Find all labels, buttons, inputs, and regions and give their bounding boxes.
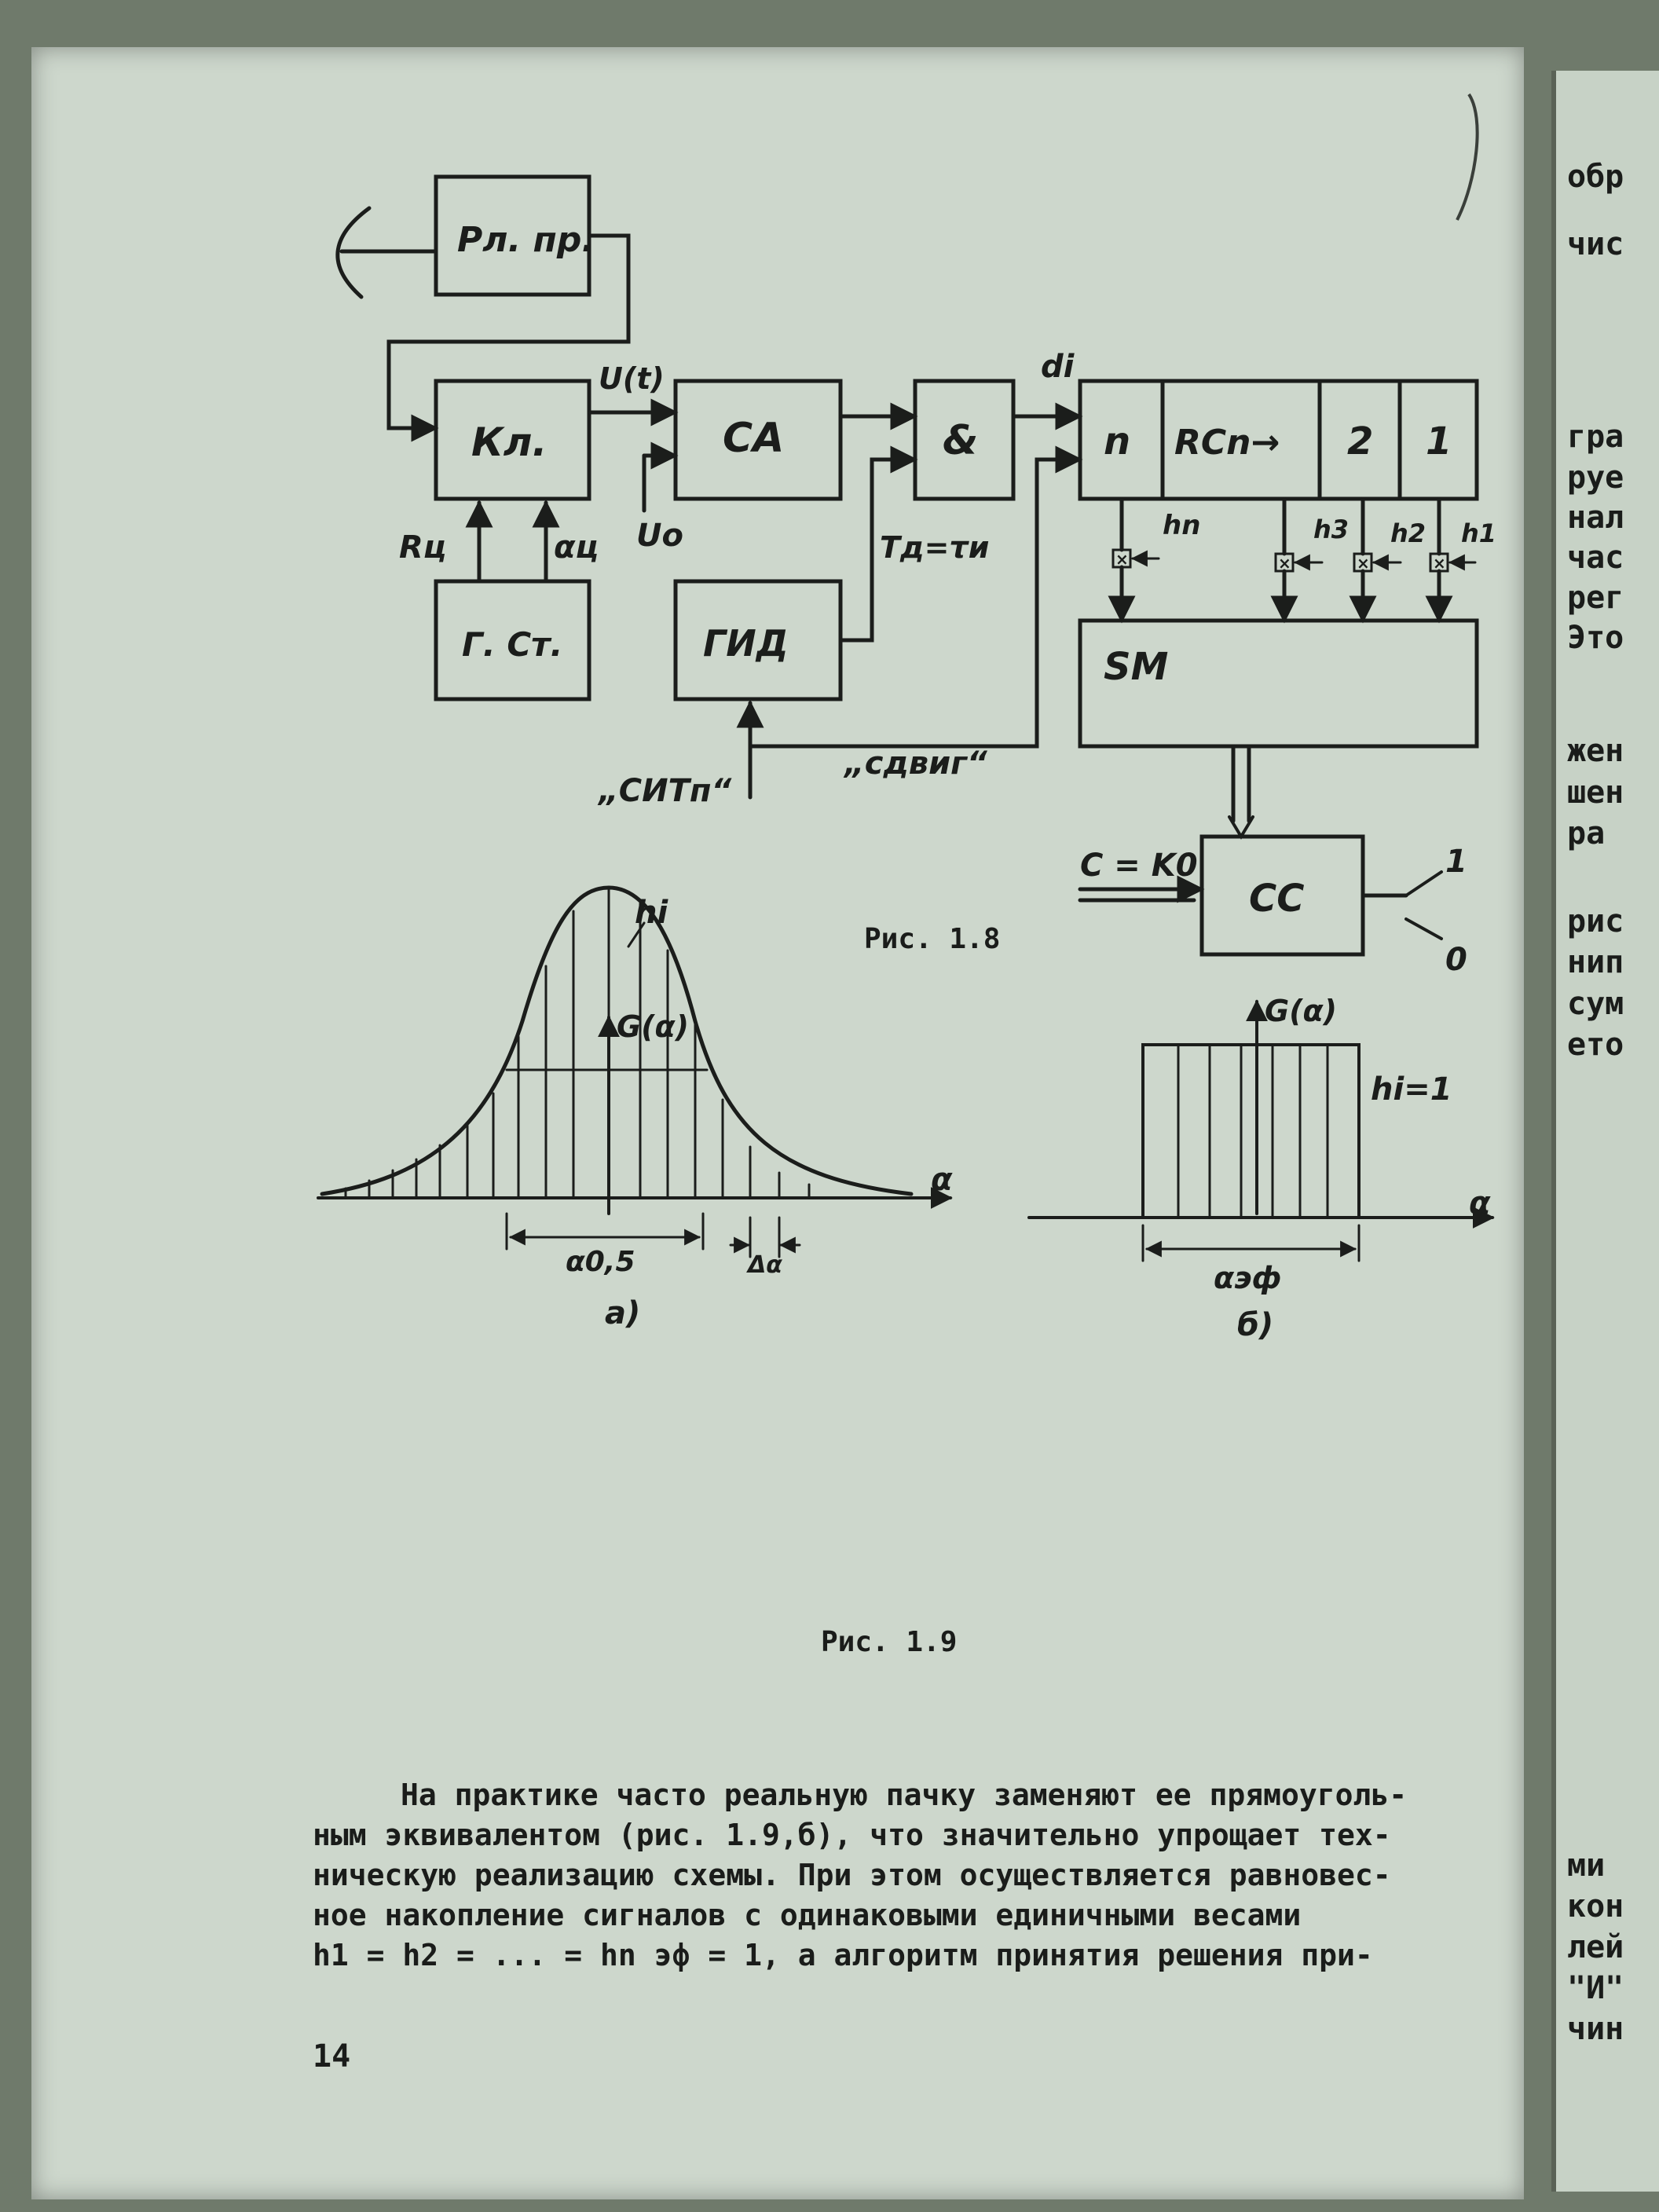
gst-label: Г. Ст.: [462, 625, 563, 664]
register-n-label: n: [1104, 419, 1131, 463]
di-label: di: [1041, 349, 1075, 385]
u-t-label: U(t): [599, 361, 665, 396]
sa-label: СА: [723, 415, 785, 462]
body-line: ным эквивалентом (рис. 1.9,б), что значительно упрощает тех-: [313, 1818, 1391, 1852]
facing-page-fragment: чис: [1567, 226, 1624, 262]
facing-page-fragment: "И": [1567, 1970, 1624, 2006]
gid-label: ГИД: [703, 622, 789, 665]
h-i-1-label: hi=1: [1371, 1071, 1452, 1108]
alpha-eff-label: αэф: [1214, 1261, 1282, 1295]
facing-page-fragment: Это: [1567, 620, 1624, 656]
subfigure-a-label: а): [605, 1295, 641, 1331]
facing-page-fragment: нал: [1567, 500, 1624, 536]
body-line: ническую реализацию схемы. При этом осуществляется равновес-: [313, 1858, 1391, 1892]
subfigure-b-label: б): [1237, 1307, 1274, 1343]
h-n-label: hn: [1163, 510, 1201, 541]
facing-page-fragment: ра: [1567, 815, 1606, 851]
register-1-label: 1: [1426, 419, 1452, 463]
facing-page-fragment: гра: [1567, 419, 1624, 455]
multiplier-sign: ×: [1278, 554, 1291, 573]
facing-page-fragment: руе: [1567, 460, 1624, 496]
body-line: h1 = h2 = ... = hn эф = 1, а алгоритм принятия решения при-: [313, 1938, 1373, 1972]
g-alpha-label: G(α): [617, 1009, 690, 1044]
cc-label: СС: [1249, 877, 1305, 921]
facing-page-fragment: сум: [1567, 986, 1624, 1022]
h-3-label: h3: [1313, 515, 1350, 544]
alpha-axis-label: α: [1469, 1185, 1491, 1221]
facing-page-fragment: кон: [1567, 1888, 1624, 1925]
facing-page-fragment: лей: [1567, 1929, 1624, 1965]
sync-label: „СИТп“: [599, 773, 732, 809]
body-paragraph: [313, 1775, 1475, 1976]
figure-1-9a-plot: [318, 888, 950, 1257]
and-label: &: [943, 417, 979, 464]
facing-page-fragment: ето: [1567, 1027, 1624, 1063]
body-line: На практике часто реальную пачку заменяют ее прямоуголь-: [401, 1778, 1408, 1812]
h-2-label: h2: [1390, 518, 1426, 548]
pencil-mark: [1457, 94, 1478, 220]
facing-page-fragment: нип: [1567, 944, 1624, 980]
facing-page-fragment: шен: [1567, 775, 1624, 811]
alpha-half-label: α0,5: [566, 1246, 635, 1278]
multiplier-sign: ×: [1357, 554, 1370, 573]
figure-1-9b-plot: [1029, 1002, 1492, 1261]
facing-page-fragment: ми: [1567, 1848, 1606, 1884]
g-alpha-label: G(α): [1265, 994, 1338, 1028]
multiplier-sign: ×: [1433, 554, 1446, 573]
facing-page-fragment: обр: [1567, 159, 1624, 195]
t-d-label: Tд=τи: [880, 530, 990, 565]
u-0-label: Uo: [636, 518, 683, 554]
facing-page-fragment: час: [1567, 540, 1624, 576]
facing-page-fragment: рег: [1567, 580, 1624, 616]
figure-1-9-caption: Рис. 1.9: [821, 1626, 958, 1658]
key-label: Кл.: [471, 419, 548, 465]
figure-1-8-caption: Рис. 1.8: [864, 923, 1001, 955]
multiplier-sign: ×: [1115, 550, 1129, 569]
facing-page-fragment: жен: [1567, 733, 1624, 769]
page-number: 14: [313, 2038, 351, 2075]
shift-label: „сдвиг“: [844, 745, 987, 782]
delta-alpha-label: Δα: [748, 1251, 782, 1279]
receiver-label: Рл. пр.: [457, 220, 595, 260]
register-2-label: 2: [1347, 419, 1374, 463]
alpha-axis-label: α: [931, 1162, 953, 1198]
h-i-label: hi: [635, 895, 668, 931]
facing-page-fragment: чин: [1567, 2011, 1624, 2047]
r-c-label: Rц: [399, 529, 447, 566]
sm-label: SM: [1104, 645, 1169, 689]
register-rc-label: RCn→: [1174, 423, 1280, 463]
output-1-label: 1: [1445, 844, 1467, 880]
h-1-label: h1: [1461, 518, 1497, 548]
output-0-label: 0: [1445, 942, 1467, 978]
facing-page-fragment: рис: [1567, 903, 1624, 939]
alpha-c-label: αц: [554, 529, 599, 566]
body-line: ное накопление сигналов с одинаковыми единичными весами: [313, 1898, 1302, 1932]
c-k0-label: C = K0: [1080, 848, 1198, 884]
